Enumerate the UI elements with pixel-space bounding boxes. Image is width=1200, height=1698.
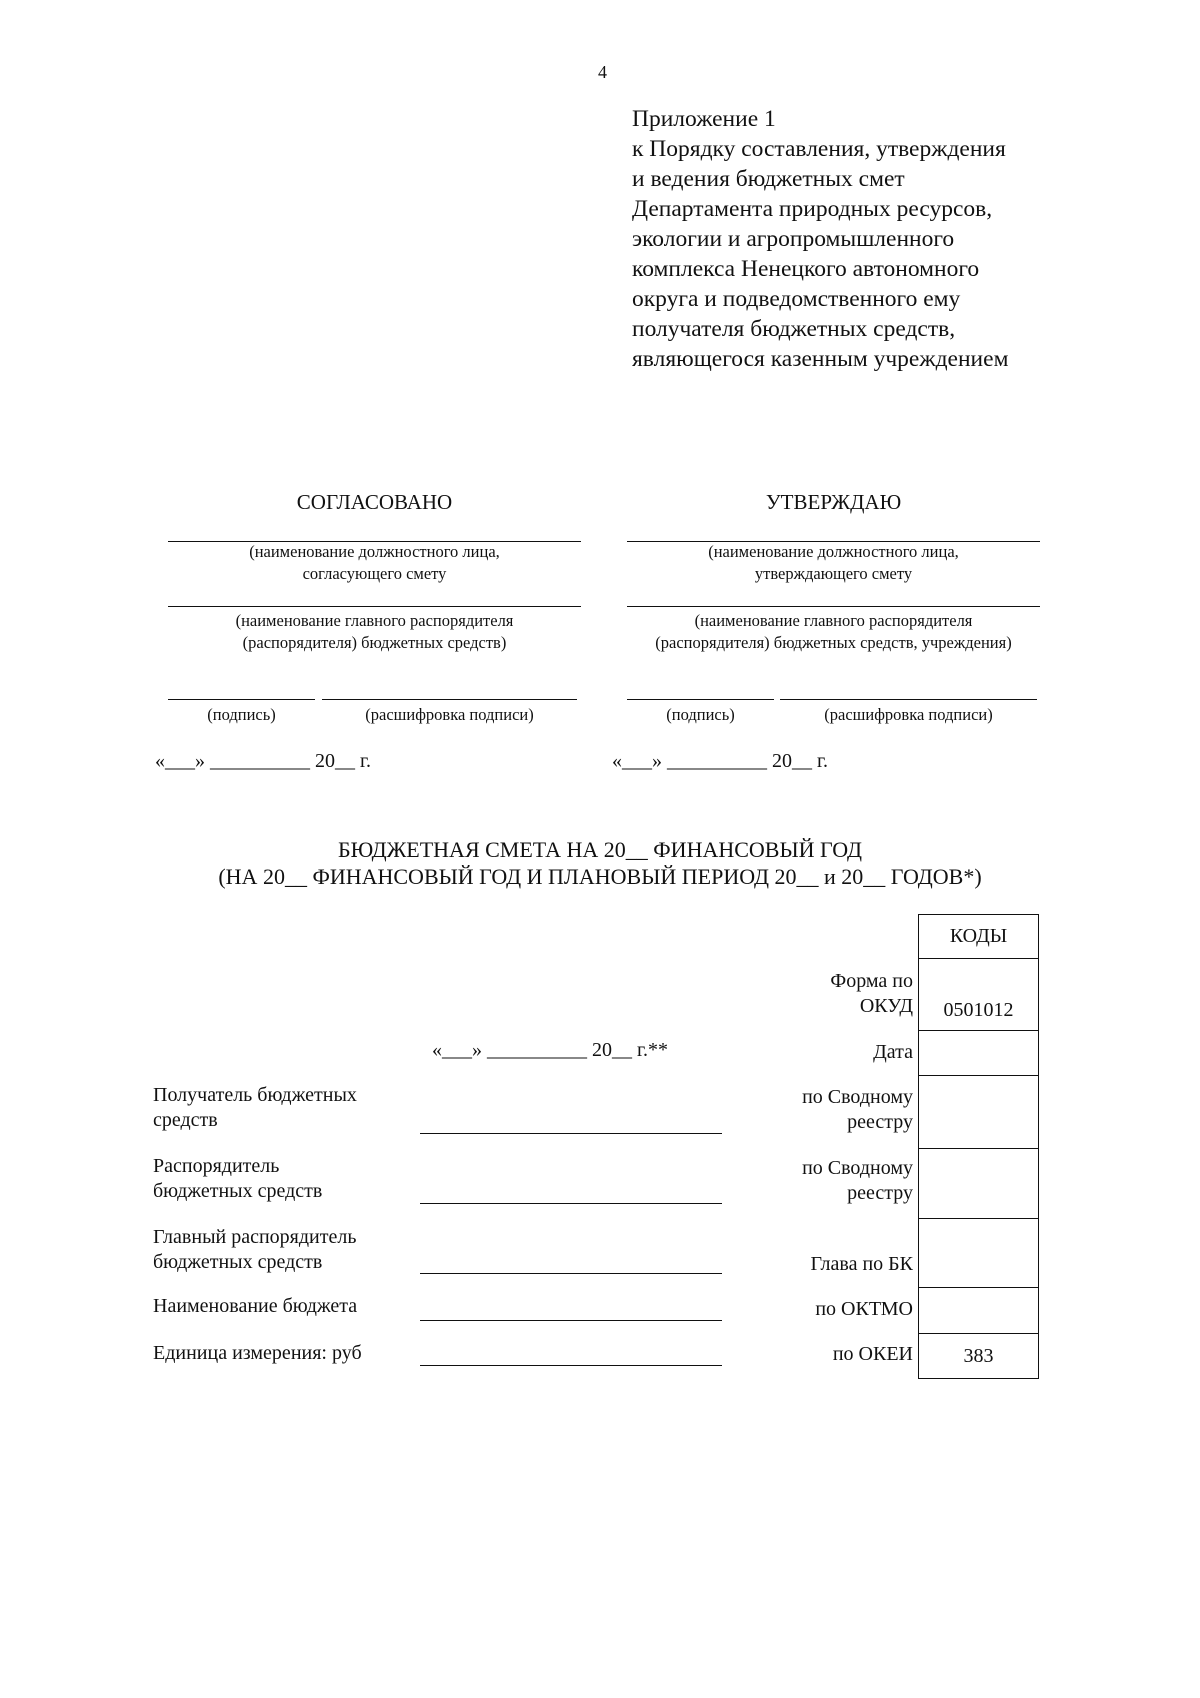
code-label-date: Дата	[873, 1041, 913, 1063]
agreed-heading: СОГЛАСОВАНО	[296, 490, 453, 514]
appendix-line: получателя бюджетных средств,	[632, 316, 956, 342]
agreed-date[interactable]: «___» __________ 20__ г.	[155, 750, 371, 772]
label-manager: Распорядитель бюджетных средств	[153, 1155, 323, 1202]
code-date[interactable]	[919, 1031, 1039, 1076]
form-date[interactable]: «___» __________ 20__ г.**	[432, 1039, 668, 1061]
agreed-manager-caption: (наименование главного распорядителя (распорядителя) бюджетных средств)	[235, 611, 514, 652]
label-recipient: Получатель бюджетных средств	[153, 1084, 357, 1131]
agreed-signature-field[interactable]	[168, 699, 315, 700]
code-label-okud: Форма по ОКУД	[830, 970, 913, 1017]
document-title	[0, 836, 1200, 890]
code-label-registry-2: по Сводному реестру	[802, 1157, 913, 1204]
codes-header: КОДЫ	[919, 915, 1039, 959]
approved-manager-field[interactable]	[627, 606, 1040, 607]
approved-decode-caption: (расшифровка подписи)	[824, 705, 993, 724]
code-oktmo[interactable]	[919, 1288, 1039, 1334]
appendix-line: являющегося казенным учреждением	[632, 346, 1009, 372]
approved-official-caption: (наименование должностного лица, утверждающего смету	[708, 542, 959, 583]
code-label-registry-1: по Сводному реестру	[802, 1086, 913, 1133]
code-chapter-bk[interactable]	[919, 1219, 1039, 1288]
title-line-1: БЮДЖЕТНАЯ СМЕТА НА 20__ ФИНАНСОВЫЙ ГОД	[337, 837, 863, 862]
code-registry-2[interactable]	[919, 1149, 1039, 1219]
agreed-official-caption: (наименование должностного лица, согласующего смету	[249, 542, 500, 583]
appendix-line: комплекса Ненецкого автономного	[632, 256, 980, 282]
approved-manager-caption: (наименование главного распорядителя (распорядителя) бюджетных средств, учреждения)	[655, 611, 1012, 652]
code-okei[interactable]: 383	[919, 1334, 1039, 1379]
code-registry-1[interactable]	[919, 1076, 1039, 1149]
appendix-line: Департамента природных ресурсов,	[632, 196, 993, 222]
approved-sign-caption: (подпись)	[666, 705, 735, 724]
agreed-manager-field[interactable]	[168, 606, 581, 607]
code-label-oktmo: по ОКТМО	[815, 1298, 913, 1320]
agreed-decode-field[interactable]	[322, 699, 577, 700]
code-label-chapter-bk: Глава по БК	[810, 1253, 913, 1275]
label-chief-manager: Главный распорядитель бюджетных средств	[153, 1226, 357, 1273]
code-okud[interactable]: 0501012	[919, 959, 1039, 1031]
label-budget-name: Наименование бюджета	[153, 1295, 358, 1317]
approved-decode-field[interactable]	[780, 699, 1037, 700]
appendix-line: округа и подведомственного ему	[632, 286, 961, 312]
approved-heading: УТВЕРЖДАЮ	[765, 490, 902, 514]
title-line-2: (НА 20__ ФИНАНСОВЫЙ ГОД И ПЛАНОВЫЙ ПЕРИОД 20__ и 20__ ГОДОВ*)	[218, 864, 982, 889]
agreed-decode-caption: (расшифровка подписи)	[365, 705, 534, 724]
page-number: 4	[598, 62, 607, 82]
approved-date[interactable]: «___» __________ 20__ г.	[612, 750, 828, 772]
approved-signature-field[interactable]	[627, 699, 774, 700]
appendix-note	[632, 104, 1008, 374]
agreed-sign-caption: (подпись)	[207, 705, 276, 724]
appendix-line: экологии и агропромышленного	[632, 226, 955, 252]
code-label-okei: по ОКЕИ	[832, 1343, 913, 1365]
appendix-line: к Порядку составления, утверждения	[632, 136, 1006, 162]
appendix-line: и ведения бюджетных смет	[632, 166, 905, 192]
appendix-line: Приложение 1	[632, 106, 776, 132]
label-unit: Единица измерения: руб	[153, 1342, 362, 1364]
codes-table	[918, 914, 1039, 1379]
